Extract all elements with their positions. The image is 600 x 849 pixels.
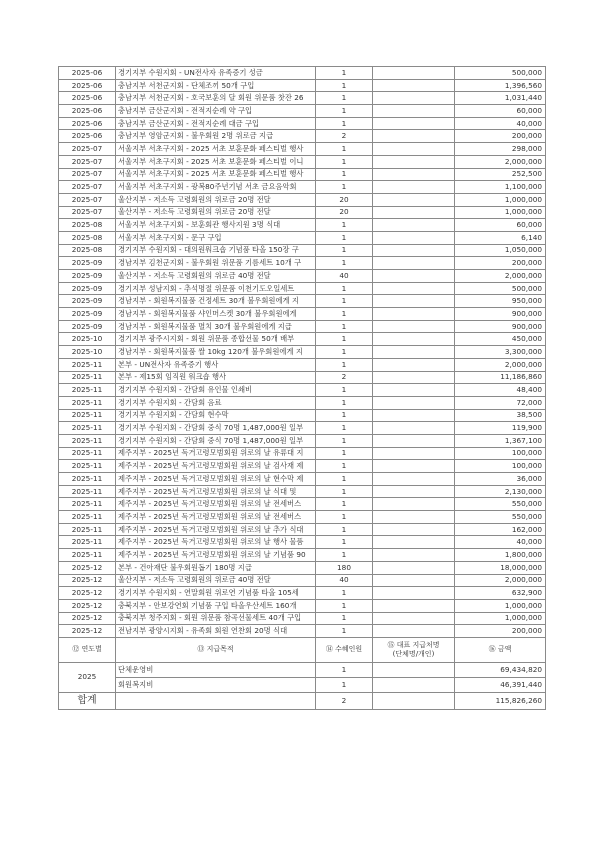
row-payee <box>373 561 455 574</box>
row-date: 2025-11 <box>59 447 116 460</box>
row-payee <box>373 346 455 359</box>
expense-rows <box>59 67 546 638</box>
summary-count: 1 <box>316 662 373 677</box>
row-amount: 40,000 <box>455 117 546 130</box>
row-amount: 40,000 <box>455 536 546 549</box>
row-amount: 500,000 <box>455 67 546 80</box>
table-row <box>59 485 546 498</box>
row-count: 1 <box>316 244 373 257</box>
row-purpose: 경기지부 수원지회 - 간담회 음료 <box>116 396 316 409</box>
row-date: 2025-10 <box>59 333 116 346</box>
row-amount: 200,000 <box>455 130 546 143</box>
row-amount: 162,000 <box>455 523 546 536</box>
row-payee <box>373 587 455 600</box>
row-amount: 632,900 <box>455 587 546 600</box>
row-amount: 11,186,860 <box>455 371 546 384</box>
row-amount: 3,300,000 <box>455 346 546 359</box>
row-amount: 550,000 <box>455 511 546 524</box>
row-count: 1 <box>316 396 373 409</box>
row-purpose: 충남지부 금산군지회 - 전적지순례 약 구입 <box>116 105 316 118</box>
row-date: 2025-11 <box>59 498 116 511</box>
row-count: 1 <box>316 473 373 486</box>
row-count: 1 <box>316 295 373 308</box>
summary-payee <box>373 662 455 677</box>
row-payee <box>373 79 455 92</box>
table-row <box>59 308 546 321</box>
row-purpose: 전남지부 광양시지회 - 유족회 회원 연찬회 20명 식대 <box>116 625 316 638</box>
row-purpose: 경기지부 광주시지회 - 회원 위문품 종합선물 50개 배부 <box>116 333 316 346</box>
row-date: 2025-11 <box>59 460 116 473</box>
row-count: 1 <box>316 523 373 536</box>
row-count: 1 <box>316 422 373 435</box>
row-date: 2025-09 <box>59 295 116 308</box>
row-payee <box>373 257 455 270</box>
row-payee <box>373 485 455 498</box>
row-purpose: 본부 - 건아재단 불우회원돕기 180명 지급 <box>116 561 316 574</box>
row-count: 1 <box>316 346 373 359</box>
row-date: 2025-09 <box>59 320 116 333</box>
row-date: 2025-08 <box>59 219 116 232</box>
row-count: 1 <box>316 511 373 524</box>
row-count: 1 <box>316 587 373 600</box>
row-date: 2025-09 <box>59 270 116 283</box>
row-purpose: 제주지부 - 2025년 독거고령모범회원 위로의 날 전세버스 <box>116 511 316 524</box>
row-date: 2025-06 <box>59 105 116 118</box>
table-row <box>59 561 546 574</box>
row-date: 2025-09 <box>59 308 116 321</box>
row-date: 2025-11 <box>59 473 116 486</box>
total-amount: 115,826,260 <box>455 692 546 709</box>
row-amount: 72,000 <box>455 396 546 409</box>
row-purpose: 제주지부 - 2025년 독거고령모범회원 위로의 날 유류대 지 <box>116 447 316 460</box>
row-payee <box>373 308 455 321</box>
row-payee <box>373 92 455 105</box>
payee-header: ⑮ 대표 지급처명 (단체명/개인) <box>373 637 455 662</box>
row-count: 1 <box>316 308 373 321</box>
row-payee <box>373 130 455 143</box>
table-row <box>59 320 546 333</box>
row-count: 1 <box>316 536 373 549</box>
row-count: 1 <box>316 409 373 422</box>
row-payee <box>373 473 455 486</box>
row-count: 20 <box>316 206 373 219</box>
summary-row <box>59 662 546 677</box>
table-row <box>59 498 546 511</box>
row-date: 2025-11 <box>59 371 116 384</box>
row-amount: 1,000,000 <box>455 193 546 206</box>
row-payee <box>373 219 455 232</box>
row-payee <box>373 625 455 638</box>
summary-payee <box>373 677 455 692</box>
row-count: 1 <box>316 333 373 346</box>
summary-label: 단체운영비 <box>116 662 316 677</box>
row-payee <box>373 105 455 118</box>
row-date: 2025-07 <box>59 181 116 194</box>
row-purpose: 충남지부 서천군지회 - 단체조끼 50개 구입 <box>116 79 316 92</box>
row-date: 2025-06 <box>59 79 116 92</box>
table-row <box>59 333 546 346</box>
row-purpose: 서울지부 서초구지회 - 2025 서초 보훈문화 페스티벌 이니 <box>116 155 316 168</box>
row-payee <box>373 181 455 194</box>
table-row <box>59 371 546 384</box>
table-row <box>59 168 546 181</box>
table-row <box>59 92 546 105</box>
row-payee <box>373 206 455 219</box>
row-amount: 119,900 <box>455 422 546 435</box>
row-date: 2025-11 <box>59 409 116 422</box>
row-payee <box>373 409 455 422</box>
row-count: 2 <box>316 371 373 384</box>
row-purpose: 본부 - 제15회 임직원 워크숍 행사 <box>116 371 316 384</box>
table-row <box>59 422 546 435</box>
row-payee <box>373 447 455 460</box>
row-amount: 550,000 <box>455 498 546 511</box>
row-amount: 60,000 <box>455 105 546 118</box>
row-amount: 1,000,000 <box>455 612 546 625</box>
row-amount: 48,400 <box>455 384 546 397</box>
table-row <box>59 536 546 549</box>
row-date: 2025-07 <box>59 155 116 168</box>
row-amount: 252,500 <box>455 168 546 181</box>
table-row <box>59 295 546 308</box>
row-amount: 200,000 <box>455 257 546 270</box>
summary-year: 2025 <box>59 662 116 692</box>
row-count: 1 <box>316 460 373 473</box>
summary-header-row <box>59 637 546 662</box>
row-payee <box>373 549 455 562</box>
row-amount: 100,000 <box>455 447 546 460</box>
row-count: 1 <box>316 181 373 194</box>
row-purpose: 경기지부 수원지회 - 대의원워크숍 기념품 타올 150장 구 <box>116 244 316 257</box>
row-payee <box>373 333 455 346</box>
row-date: 2025-06 <box>59 92 116 105</box>
row-amount: 1,100,000 <box>455 181 546 194</box>
row-purpose: 경기지부 수원지회 - 간담회 중식 70명 1,487,000원 일부 <box>116 422 316 435</box>
table-row <box>59 105 546 118</box>
row-amount: 36,000 <box>455 473 546 486</box>
row-date: 2025-12 <box>59 612 116 625</box>
table-row <box>59 612 546 625</box>
total-label: 합계 <box>59 692 116 709</box>
row-count: 1 <box>316 155 373 168</box>
table-row <box>59 358 546 371</box>
row-amount: 2,000,000 <box>455 155 546 168</box>
table-row <box>59 130 546 143</box>
row-date: 2025-12 <box>59 587 116 600</box>
table-row <box>59 67 546 80</box>
row-date: 2025-10 <box>59 346 116 359</box>
summary-amount: 46,391,440 <box>455 677 546 692</box>
table-row <box>59 143 546 156</box>
row-count: 1 <box>316 625 373 638</box>
row-amount: 2,000,000 <box>455 270 546 283</box>
row-purpose: 본부 - UN전사자 유족증기 행사 <box>116 358 316 371</box>
table-row <box>59 346 546 359</box>
row-date: 2025-08 <box>59 231 116 244</box>
row-amount: 1,396,560 <box>455 79 546 92</box>
row-count: 1 <box>316 384 373 397</box>
row-payee <box>373 168 455 181</box>
row-payee <box>373 231 455 244</box>
row-payee <box>373 498 455 511</box>
row-purpose: 서울지부 서초구지회 - 2025 서초 보훈문화 페스티벌 행사 <box>116 143 316 156</box>
table-row <box>59 625 546 638</box>
row-payee <box>373 67 455 80</box>
row-count: 1 <box>316 231 373 244</box>
row-count: 40 <box>316 574 373 587</box>
purpose-header: ⑬ 지급목적 <box>116 637 316 662</box>
row-amount: 1,000,000 <box>455 206 546 219</box>
row-date: 2025-11 <box>59 422 116 435</box>
row-date: 2025-08 <box>59 244 116 257</box>
row-date: 2025-09 <box>59 257 116 270</box>
row-date: 2025-07 <box>59 143 116 156</box>
row-purpose: 울산지부 - 저소득 고령회원의 위로금 40명 전달 <box>116 574 316 587</box>
row-purpose: 제주지부 - 2025년 독거고령모범회원 위로의 날 추가 식대 <box>116 523 316 536</box>
row-purpose: 제주지부 - 2025년 독거고령모범회원 위로의 날 검사재 제 <box>116 460 316 473</box>
row-date: 2025-11 <box>59 358 116 371</box>
row-count: 1 <box>316 168 373 181</box>
expense-table <box>58 66 546 710</box>
row-payee <box>373 117 455 130</box>
row-payee <box>373 422 455 435</box>
row-purpose: 서울지부 서초구지회 - 광복80주년기념 서초 금요음악회 <box>116 181 316 194</box>
row-payee <box>373 599 455 612</box>
table-row <box>59 244 546 257</box>
table-row <box>59 193 546 206</box>
row-purpose: 경기지부 성남지회 - 추석명절 위문품 이천기도오일세트 <box>116 282 316 295</box>
table-row <box>59 587 546 600</box>
row-payee <box>373 193 455 206</box>
row-payee <box>373 384 455 397</box>
row-payee <box>373 612 455 625</box>
row-count: 1 <box>316 92 373 105</box>
row-date: 2025-12 <box>59 574 116 587</box>
row-date: 2025-07 <box>59 168 116 181</box>
row-purpose: 충남지부 금산군지회 - 전적지순례 대금 구입 <box>116 117 316 130</box>
row-count: 1 <box>316 599 373 612</box>
row-amount: 1,050,000 <box>455 244 546 257</box>
year-header: ⑫ 연도별 <box>59 637 116 662</box>
row-date: 2025-06 <box>59 130 116 143</box>
row-count: 1 <box>316 219 373 232</box>
row-count: 1 <box>316 434 373 447</box>
row-date: 2025-11 <box>59 434 116 447</box>
row-purpose: 제주지부 - 2025년 독거고령모범회원 위로의 날 전세버스 <box>116 498 316 511</box>
row-payee <box>373 434 455 447</box>
row-purpose: 경기지부 수원지회 - 간담회 중식 70명 1,487,000원 일부 <box>116 434 316 447</box>
row-amount: 1,031,440 <box>455 92 546 105</box>
row-count: 1 <box>316 67 373 80</box>
row-purpose: 제주지부 - 2025년 독거고령모범회원 위로의 날 행사 물품 <box>116 536 316 549</box>
table-row <box>59 219 546 232</box>
table-row <box>59 599 546 612</box>
row-date: 2025-07 <box>59 193 116 206</box>
row-date: 2025-11 <box>59 549 116 562</box>
table-row <box>59 409 546 422</box>
table-row <box>59 460 546 473</box>
total-payee <box>373 692 455 709</box>
table-row <box>59 282 546 295</box>
row-purpose: 울산지부 - 저소득 고령회원의 위로금 20명 전달 <box>116 193 316 206</box>
row-amount: 2,000,000 <box>455 574 546 587</box>
row-amount: 2,000,000 <box>455 358 546 371</box>
row-amount: 298,000 <box>455 143 546 156</box>
summary-row <box>59 677 546 692</box>
row-purpose: 울산지부 - 저소득 고령회원의 위로금 20명 전달 <box>116 206 316 219</box>
row-purpose: 경기지부 수원지회 - UN전사자 유족증기 성금 <box>116 67 316 80</box>
row-amount: 100,000 <box>455 460 546 473</box>
row-payee <box>373 371 455 384</box>
table-row <box>59 511 546 524</box>
row-count: 2 <box>316 130 373 143</box>
row-payee <box>373 536 455 549</box>
table-row <box>59 270 546 283</box>
table-row <box>59 549 546 562</box>
row-amount: 200,000 <box>455 625 546 638</box>
row-count: 1 <box>316 79 373 92</box>
table-row <box>59 434 546 447</box>
row-date: 2025-07 <box>59 206 116 219</box>
row-amount: 1,367,100 <box>455 434 546 447</box>
row-purpose: 제주지부 - 2025년 독거고령모범회원 위로의 날 식대 및 <box>116 485 316 498</box>
row-count: 40 <box>316 270 373 283</box>
table-row <box>59 206 546 219</box>
row-purpose: 경남지부 - 회원복지물품 샤인머스켓 30개 불우회원에게 <box>116 308 316 321</box>
row-date: 2025-11 <box>59 485 116 498</box>
row-count: 1 <box>316 447 373 460</box>
table-row <box>59 257 546 270</box>
row-purpose: 경기지부 수원지회 - 간담회 유인물 인쇄비 <box>116 384 316 397</box>
row-count: 1 <box>316 117 373 130</box>
row-payee <box>373 155 455 168</box>
table-row <box>59 155 546 168</box>
summary-amount: 69,434,820 <box>455 662 546 677</box>
row-count: 1 <box>316 485 373 498</box>
row-count: 1 <box>316 282 373 295</box>
row-amount: 2,130,000 <box>455 485 546 498</box>
row-payee <box>373 396 455 409</box>
row-purpose: 경남지부 - 회원복지물품 건정세트 30개 불우회원에게 지 <box>116 295 316 308</box>
summary-label: 회원복지비 <box>116 677 316 692</box>
amount-header: ⑯ 금액 <box>455 637 546 662</box>
row-amount: 38,500 <box>455 409 546 422</box>
row-count: 1 <box>316 257 373 270</box>
row-payee <box>373 270 455 283</box>
row-purpose: 경남지부 - 회원복지물품 쌀 10kg 120개 불우회원에게 지 <box>116 346 316 359</box>
row-payee <box>373 523 455 536</box>
row-payee <box>373 358 455 371</box>
row-amount: 1,000,000 <box>455 599 546 612</box>
row-count: 180 <box>316 561 373 574</box>
row-purpose: 서울지부 서초구지회 - 보훈회관 행사지원 3명 식대 <box>116 219 316 232</box>
row-date: 2025-11 <box>59 536 116 549</box>
row-count: 20 <box>316 193 373 206</box>
row-purpose: 경남지부 - 회원복지물품 멸치 30개 불우회원에게 지급 <box>116 320 316 333</box>
row-payee <box>373 574 455 587</box>
row-amount: 450,000 <box>455 333 546 346</box>
row-amount: 60,000 <box>455 219 546 232</box>
row-count: 1 <box>316 105 373 118</box>
row-date: 2025-11 <box>59 384 116 397</box>
row-purpose: 제주지부 - 2025년 독거고령모범회원 위로의 날 기념품 90 <box>116 549 316 562</box>
row-amount: 500,000 <box>455 282 546 295</box>
table-row <box>59 447 546 460</box>
row-date: 2025-09 <box>59 282 116 295</box>
row-date: 2025-06 <box>59 117 116 130</box>
row-date: 2025-11 <box>59 396 116 409</box>
row-count: 1 <box>316 498 373 511</box>
table-row <box>59 79 546 92</box>
summary-count: 1 <box>316 677 373 692</box>
row-payee <box>373 295 455 308</box>
row-purpose: 충남지부 서천군지회 - 호국보훈의 달 회원 위문품 찻잔 26 <box>116 92 316 105</box>
table-row <box>59 523 546 536</box>
row-amount: 1,800,000 <box>455 549 546 562</box>
row-count: 1 <box>316 612 373 625</box>
total-count: 2 <box>316 692 373 709</box>
row-date: 2025-06 <box>59 67 116 80</box>
total-row <box>59 692 546 709</box>
row-purpose: 경기지부 수원지회 - 간담회 현수막 <box>116 409 316 422</box>
row-purpose: 충남지부 영암군지회 - 불우회원 2명 위로금 지급 <box>116 130 316 143</box>
row-count: 1 <box>316 358 373 371</box>
row-date: 2025-12 <box>59 599 116 612</box>
row-date: 2025-12 <box>59 625 116 638</box>
row-amount: 900,000 <box>455 308 546 321</box>
row-purpose: 충북지부 청주지회 - 회원 위문품 참곡선물세트 40개 구입 <box>116 612 316 625</box>
total-purpose <box>116 692 316 709</box>
row-purpose: 서울지부 서초구지회 - 문구 구입 <box>116 231 316 244</box>
table-row <box>59 396 546 409</box>
row-date: 2025-12 <box>59 561 116 574</box>
summary-section <box>59 637 546 709</box>
row-purpose: 울산지부 - 저소득 고령회원의 위로금 40명 전달 <box>116 270 316 283</box>
row-date: 2025-11 <box>59 523 116 536</box>
count-header: ⑭ 수혜인원 <box>316 637 373 662</box>
table-row <box>59 117 546 130</box>
table-row <box>59 231 546 244</box>
row-purpose: 경기지부 수원지회 - 연말회원 위로연 기념품 타올 105세 <box>116 587 316 600</box>
row-purpose: 서울지부 서초구지회 - 2025 서초 보훈문화 페스티벌 행사 <box>116 168 316 181</box>
row-payee <box>373 320 455 333</box>
row-date: 2025-11 <box>59 511 116 524</box>
row-purpose: 경남지부 김천군지회 - 불우회원 위문품 기름세트 10개 구 <box>116 257 316 270</box>
row-payee <box>373 282 455 295</box>
row-amount: 18,000,000 <box>455 561 546 574</box>
row-purpose: 제주지부 - 2025년 독거고령모범회원 위로의 날 현수막 제 <box>116 473 316 486</box>
row-payee <box>373 511 455 524</box>
row-purpose: 충북지부 - 안보강연회 기념품 구입 타올우산세트 160개 <box>116 599 316 612</box>
row-payee <box>373 143 455 156</box>
row-amount: 6,140 <box>455 231 546 244</box>
row-count: 1 <box>316 320 373 333</box>
table-row <box>59 574 546 587</box>
row-payee <box>373 460 455 473</box>
table-row <box>59 181 546 194</box>
row-amount: 950,000 <box>455 295 546 308</box>
table-row <box>59 384 546 397</box>
row-amount: 900,000 <box>455 320 546 333</box>
table-row <box>59 473 546 486</box>
row-payee <box>373 244 455 257</box>
row-count: 1 <box>316 143 373 156</box>
row-count: 1 <box>316 549 373 562</box>
